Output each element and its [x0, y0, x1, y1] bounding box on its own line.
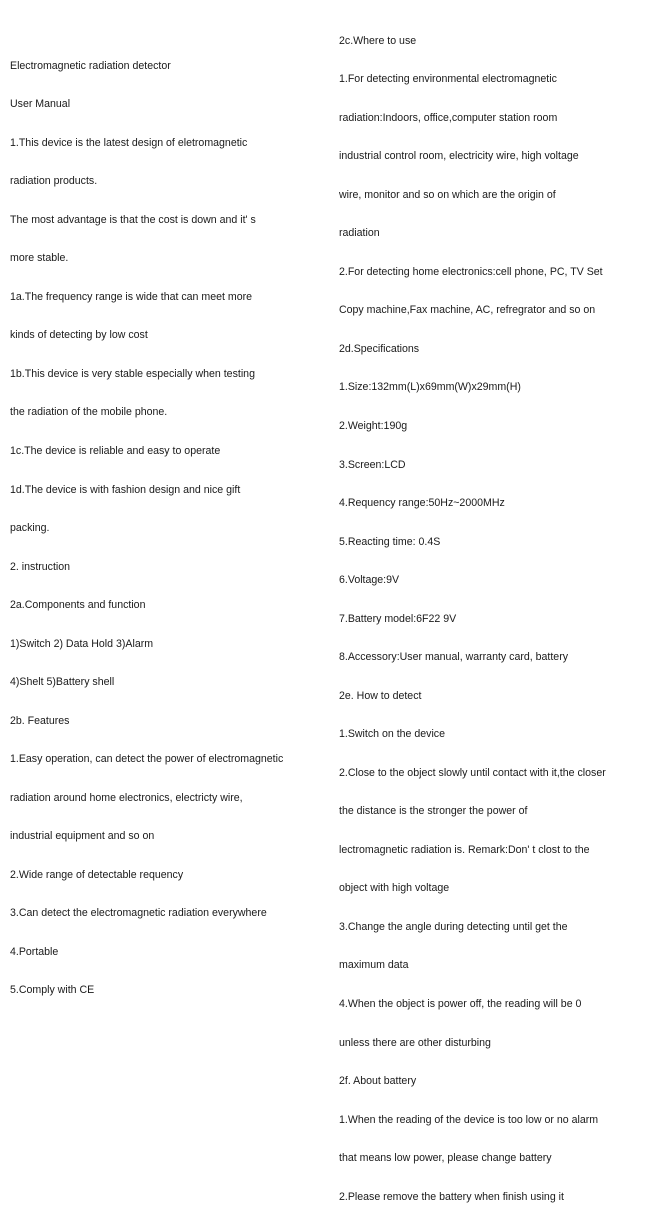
text-line: object with high voltage — [339, 882, 450, 895]
text-line: industrial equipment and so on — [10, 830, 155, 843]
text-line: 1)Switch 2) Data Hold 3)Alarm — [10, 637, 154, 650]
text-line: 4.When the object is power off, the reading will be 0 — [339, 997, 582, 1010]
section-heading: 2b. Features — [10, 714, 70, 727]
text-line: 4)Shelt 5)Battery shell — [10, 676, 115, 689]
text-line: radiation products. — [10, 175, 98, 188]
text-line: 3.Can detect the electromagnetic radiation everywhere — [10, 907, 267, 920]
text-line: radiation — [339, 227, 380, 240]
text-line: packing. — [10, 522, 50, 535]
text-line: the distance is the stronger the power of — [339, 805, 528, 818]
text-line: maximum data — [339, 959, 409, 972]
document-title: Electromagnetic radiation detector — [10, 59, 171, 72]
text-line: radiation:Indoors, office,computer station room — [339, 111, 558, 124]
text-line: 6.Voltage:9V — [339, 574, 400, 587]
text-line: 1.This device is the latest design of eletromagnetic — [10, 136, 248, 149]
text-line: the radiation of the mobile phone. — [10, 406, 168, 419]
section-heading: 2c.Where to use — [339, 34, 417, 47]
text-line: 1.For detecting environmental electromagnetic — [339, 73, 557, 86]
text-line: radiation around home electronics, electricty wire, — [10, 791, 243, 804]
section-heading: 2e. How to detect — [339, 689, 422, 702]
document-subtitle: User Manual — [10, 98, 71, 111]
text-line: more stable. — [10, 252, 69, 265]
text-line: 2.Please remove the battery when finish using it — [339, 1190, 564, 1203]
text-line: 5.Comply with CE — [10, 984, 95, 997]
left-column — [10, 34, 335, 1010]
section-heading: 2. instruction — [10, 560, 71, 573]
text-line: 2.Wide range of detectable requency — [10, 868, 184, 881]
text-line: 1.Switch on the device — [339, 728, 445, 741]
text-line: 4.Requency range:50Hz~2000MHz — [339, 497, 505, 510]
text-line: 1.Size:132mm(L)x69mm(W)x29mm(H) — [339, 381, 521, 394]
text-line: 1.When the reading of the device is too low or no alarm — [339, 1113, 599, 1126]
text-line: Copy machine,Fax machine, AC, refregrator and so on — [339, 304, 596, 317]
text-line: unless there are other disturbing — [339, 1036, 491, 1049]
text-line: lectromagnetic radiation is. Remark:Don' t clost to the — [339, 843, 590, 856]
section-heading: 2a.Components and function — [10, 599, 146, 612]
text-line: 7.Battery model:6F22 9V — [339, 612, 457, 625]
text-line: 3.Screen:LCD — [339, 458, 406, 471]
text-line: 2.Close to the object slowly until contact with it,the closer — [339, 766, 606, 779]
right-column — [339, 9, 647, 1216]
section-heading: 2f. About battery — [339, 1075, 417, 1088]
text-line: The most advantage is that the cost is down and it' s — [10, 213, 256, 226]
text-line: 3.Change the angle during detecting until get the — [339, 920, 568, 933]
section-heading: 2d.Specifications — [339, 342, 420, 355]
text-line: 1.Easy operation, can detect the power of electromagnetic — [10, 753, 284, 766]
text-line: 5.Reacting time: 0.4S — [339, 535, 441, 548]
text-line: 8.Accessory:User manual, warranty card, battery — [339, 651, 569, 664]
text-line: 1d.The device is with fashion design and nice gift — [10, 483, 241, 496]
text-line: 2.Weight:190g — [339, 420, 408, 432]
text-line: 1c.The device is reliable and easy to operate — [10, 445, 221, 457]
text-line: kinds of detecting by low cost — [10, 329, 148, 342]
text-line: industrial control room, electricity wire, high voltage — [339, 150, 579, 163]
text-line: 2.For detecting home electronics:cell phone, PC, TV Set — [339, 265, 603, 278]
text-line: that means low power, please change battery — [339, 1152, 552, 1165]
text-line: 1a.The frequency range is wide that can meet more — [10, 290, 253, 303]
text-line: 4.Portable — [10, 945, 59, 958]
text-line: wire, monitor and so on which are the origin of — [339, 188, 556, 201]
text-line: 1b.This device is very stable especially when testing — [10, 367, 255, 380]
